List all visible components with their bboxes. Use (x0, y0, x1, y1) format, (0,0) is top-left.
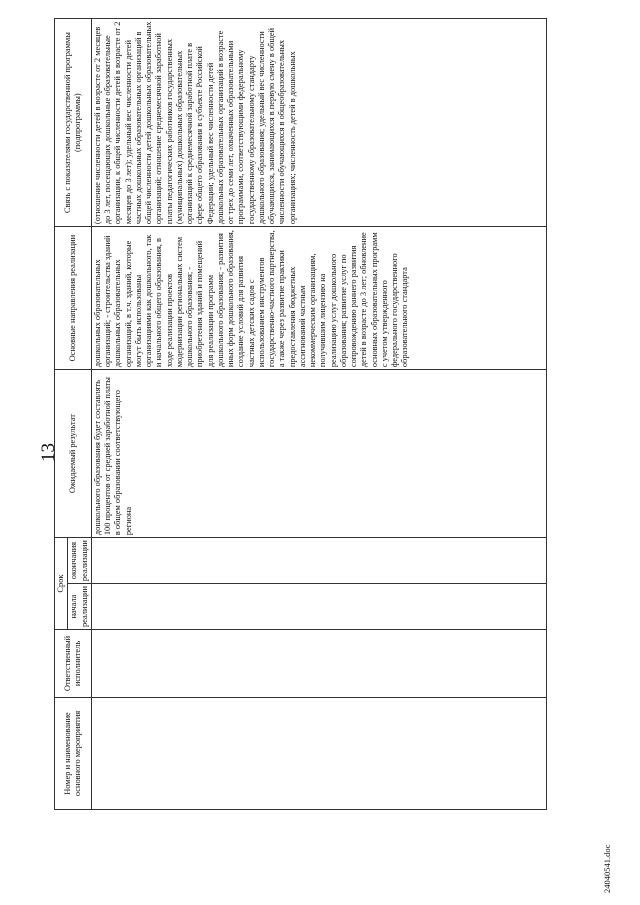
header-end: окончания реализации (68, 538, 92, 584)
table-row (91, 19, 546, 810)
cell-start (91, 584, 546, 630)
header-link: Связь с показателями государственной программы (подпрограммы) (55, 19, 92, 227)
header-responsible: Ответственный исполнитель (55, 630, 92, 698)
page-number: 13 (38, 443, 59, 462)
activities-table (54, 18, 547, 810)
document-id: 24040541.doc (602, 844, 612, 893)
header-start: начала реализации (68, 584, 92, 630)
cell-responsible (91, 630, 546, 698)
cell-expected-result: дошкольного образования будет составлять 100 процентов от средней заработной платы в общем образовании соответствующего региона (91, 370, 546, 538)
cell-directions: дошкольных образовательных организаций; - строительства зданий дошкольных образовательных организаций, в т.ч. зданий, которые могут быть использованы организациями как дошкольного, так и начального общего образования, в ходе реализации проектов модернизации региональных систем дошкольного образования; - приобретения зданий и помещений для реализации программ дошкольного образования; - развития иных форм дошкольного образования, создание условий для развития частных детских садов с использованием инструментов государственно-частного партнерства, а также через развитие практики предоставления бюджетных ассигнований частным некоммерческим организациям, получившим лицензию на реализацию услуг дошкольного образования; развитие услуг по сопровождению раннего развития детей в возрасте до 3 лет; обновление основных образовательных программ с учетом утвержденного федерального государственного образовательного стандарта (91, 227, 546, 370)
header-number-and-name: Номер и наименование основного мероприятия (55, 698, 92, 810)
cell-link: (отношение численности детей в возрасте от 2 месяцев до 3 лет, посещающих дошкольные образовательные организации, к общей численности детей в возрасте от 2 месяцев до 3 лет); удельный вес численности детей частных дошкольных образовательных организаций в общей численности детей дошкольных образовательных организаций; отношение среднемесячной заработной платы педагогических работников государственных (муниципальных) дошкольных образовательных организаций к среднемесячной заработной плате в сфере общего образования в субъекте Российской Федерации; удельный вес численности детей дошкольных образовательных организаций в возрасте от трех до семи лет, охваченных образовательными программами, соответствующими федеральному государственному образовательному стандарту дошкольного образования; удельный вес численности обучающихся, занимающихся в первую смену в общей численности обучающихся в общеобразовательных организациях; численность детей в дошкольных (91, 19, 546, 227)
header-directions: Основные направления реализации (55, 227, 92, 370)
header-expected-result: Ожидаемый результат (55, 370, 92, 538)
cell-end (91, 538, 546, 584)
cell-number-and-name (91, 698, 546, 810)
header-term: Срок (55, 538, 68, 630)
